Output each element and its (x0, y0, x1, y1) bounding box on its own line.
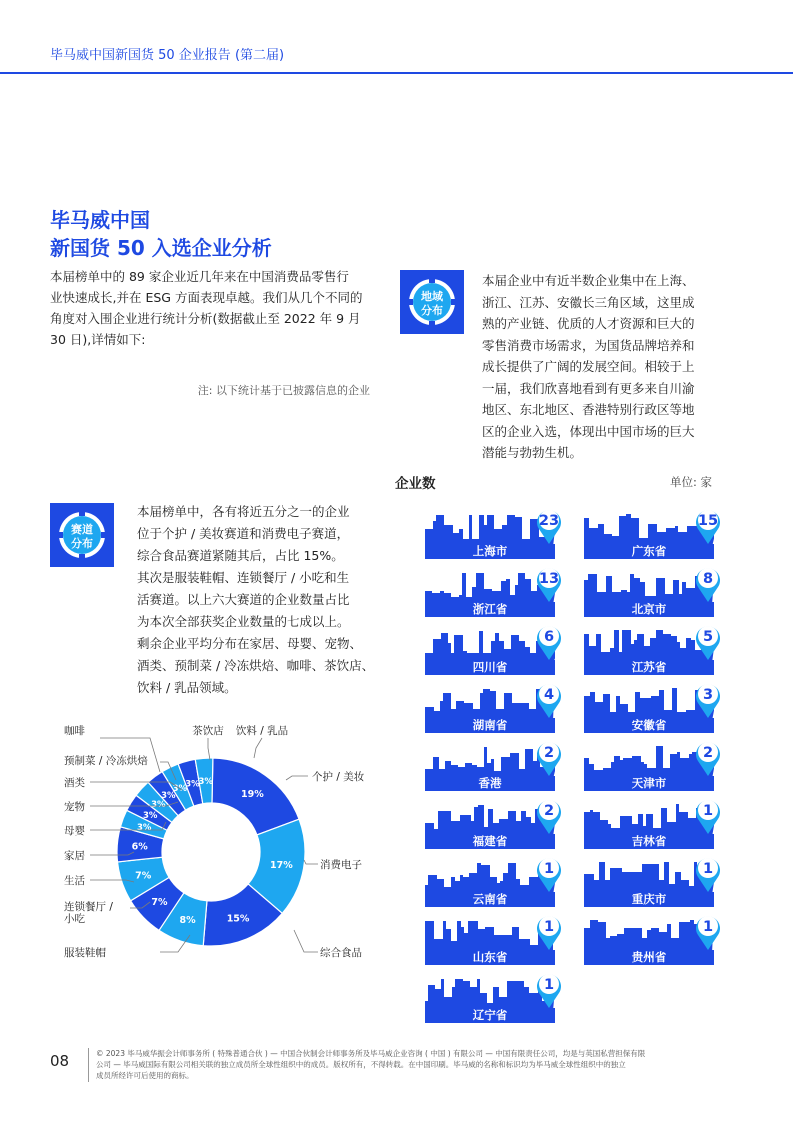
intro-paragraph (50, 266, 370, 350)
stat-note: 注: 以下统计基于已披露信息的企业 (197, 384, 370, 397)
track-badge-text2: 分布 (71, 537, 93, 550)
region-count: 2 (543, 803, 555, 819)
intro-line: 业快速成长,并在 ESG 方面表现卓越。我们从几个不同的 (50, 290, 363, 305)
category-label: 母婴 (64, 825, 85, 837)
region-name: 湖南省 (472, 718, 508, 732)
region-chart-unit: 单位: 家 (670, 475, 713, 489)
region-badge-icon (400, 270, 464, 334)
leader-line (254, 738, 262, 758)
region-item (425, 627, 563, 675)
donut-value-label: 3% (161, 791, 176, 802)
intro-line: 角度对入围企业进行统计分析(数据截止至 2022 年 9 月 (50, 311, 361, 326)
category-label: 消费电子 (320, 859, 362, 871)
region-count: 1 (543, 977, 555, 993)
track-line: 位于个护 / 美妆赛道和消费电子赛道， (137, 526, 350, 541)
category-label: 家居 (64, 850, 85, 862)
region-count: 1 (543, 861, 555, 877)
region-item (584, 743, 722, 791)
category-label: 连锁餐厅 / (64, 901, 113, 913)
section-title-line1: 毕马威中国 (50, 208, 150, 232)
region-line: 熟的产业链、优质的人才资源和巨大的 (482, 316, 695, 331)
region-name: 广东省 (631, 544, 667, 558)
category-label: 宠物 (64, 801, 85, 813)
region-count: 8 (702, 571, 714, 587)
leader-line (294, 930, 318, 952)
report-title: 毕马威中国新国货 50 企业报告 (第二届) (50, 48, 285, 63)
region-count: 13 (538, 571, 560, 587)
region-name: 四川省 (472, 660, 508, 674)
track-line: 其次是服装鞋帽、连锁餐厅 / 小吃和生 (137, 570, 350, 585)
copyright-line: 公司 — 毕马威国际有限公司相关联的独立成员所全球性组织中的成员。版权所有，不得转载。在中国印刷。毕马威的名称和标识均为毕马威全球性组织中的独立 (96, 1060, 626, 1069)
region-name: 吉林省 (631, 834, 667, 848)
category-label: 饮料 / 乳品 (235, 725, 289, 737)
track-line: 剩余企业平均分布在家居、母婴、宠物、 (137, 636, 363, 651)
category-label: 酒类 (64, 777, 85, 789)
region-name: 浙江省 (472, 602, 508, 616)
category-label: 茶饮店 (192, 725, 224, 737)
region-item (425, 801, 563, 849)
category-label: 生活 (64, 875, 85, 887)
track-line: 饮料 / 乳品领域。 (137, 680, 237, 695)
region-item (425, 743, 563, 791)
donut-value-label: 6% (131, 841, 148, 853)
region-name: 重庆市 (631, 892, 667, 906)
region-item (425, 685, 563, 733)
donut-value-label: 7% (151, 897, 168, 909)
leader-line (304, 860, 318, 864)
region-count: 23 (538, 513, 560, 529)
region-line: 浙江、江苏、安徽长三角区域，这里成 (482, 294, 695, 310)
category-label: 小吃 (64, 913, 85, 925)
copyright-line: 成员所经许可后使用的商标。 (96, 1071, 194, 1080)
region-paragraph (482, 270, 722, 464)
region-name: 天津市 (631, 776, 667, 790)
region-item (425, 975, 563, 1023)
track-donut-chart (50, 720, 380, 970)
track-line: 酒类、预制菜 / 冷冻烘焙、咖啡、茶饮店、 (137, 658, 375, 673)
category-label: 预制菜 / 冷冻烘焙 (64, 755, 148, 767)
category-label: 综合食品 (320, 947, 362, 959)
region-line: 潜能与勃勃生机。 (482, 445, 583, 460)
region-name: 云南省 (472, 892, 508, 906)
leader-line (286, 776, 308, 780)
region-item (425, 859, 563, 907)
region-item (584, 801, 722, 849)
region-name: 上海市 (472, 544, 508, 558)
region-name: 北京市 (631, 602, 667, 616)
donut-value-label: 15% (226, 913, 250, 925)
donut-value-label: 8% (179, 915, 196, 927)
region-count: 15 (697, 513, 719, 529)
donut-value-label: 19% (240, 789, 264, 801)
region-count: 1 (702, 861, 714, 877)
region-item (584, 511, 722, 559)
region-name: 安徽省 (631, 718, 667, 732)
region-badge-text2: 分布 (421, 304, 443, 317)
region-count: 1 (543, 919, 555, 935)
region-line: 一届，我们欣喜地看到有更多来自川渝 (482, 380, 695, 396)
region-count: 1 (702, 919, 714, 935)
region-chart-title: 企业数 (395, 476, 436, 492)
track-badge-text1: 赛道 (71, 523, 93, 536)
track-line: 综合食品赛道紧随其后，占比 15%。 (137, 548, 344, 563)
region-line: 成长提供了广阔的发展空间。相较于上 (482, 359, 695, 374)
category-label: 服装鞋帽 (64, 947, 106, 959)
region-name: 山东省 (472, 950, 508, 964)
intro-line: 本届榜单中的 89 家企业近几年来在中国消费品零售行 (50, 269, 349, 284)
region-count: 4 (543, 687, 555, 703)
region-name: 福建省 (472, 834, 508, 848)
track-badge-icon (50, 503, 114, 567)
region-count: 6 (543, 629, 555, 645)
region-item (584, 569, 722, 617)
donut-value-label: 3% (151, 800, 166, 811)
page-number: 08 (50, 1052, 70, 1070)
region-item (425, 917, 563, 965)
region-item (584, 685, 722, 733)
skyline-shape (425, 921, 553, 953)
region-name: 辽宁省 (472, 1008, 508, 1022)
donut-value-label: 3% (185, 779, 200, 790)
region-item (584, 917, 722, 965)
region-line: 地区、东北地区、香港特别行政区等地 (482, 402, 695, 417)
donut-value-label: 3% (198, 777, 213, 788)
track-paragraph (137, 501, 375, 699)
region-count: 3 (702, 687, 714, 703)
donut-value-label: 17% (270, 860, 293, 872)
donut-value-label: 7% (135, 870, 152, 882)
region-count: 2 (543, 745, 555, 761)
region-count: 2 (702, 745, 714, 761)
donut-value-label: 3% (172, 784, 188, 795)
section-title (50, 206, 272, 262)
footer-divider (88, 1048, 89, 1082)
copyright-notice (96, 1048, 716, 1081)
region-item (584, 859, 722, 907)
region-line: 区的企业入选，体现出中国市场的巨大 (482, 423, 695, 439)
region-item (425, 511, 563, 559)
category-label: 个护 / 美妆 (312, 771, 365, 783)
section-title-line2: 新国货 50 入选企业分析 (50, 236, 272, 260)
leader-line (208, 738, 210, 760)
region-name: 贵州省 (631, 950, 667, 964)
region-name: 江苏省 (631, 660, 667, 674)
region-line: 本届企业中有近半数企业集中在上海、 (482, 273, 695, 288)
region-item (425, 569, 563, 617)
region-count: 1 (702, 803, 714, 819)
region-item (584, 627, 722, 675)
page-header (0, 0, 793, 74)
region-name: 香港 (478, 776, 502, 790)
region-line: 零售消费市场需求，为国货品牌培养和 (482, 337, 695, 353)
intro-line: 30 日),详情如下: (50, 332, 146, 347)
donut-value-label: 3% (142, 810, 158, 821)
category-label: 咖啡 (64, 725, 85, 737)
region-count: 5 (702, 629, 714, 645)
copyright-line: © 2023 毕马威华振会计师事务所 ( 特殊普通合伙 ) — 中国合伙制会计师事务所及毕马威企业咨询 ( 中国 ) 有限公司 — 中国有限责任公司，均是与英国私营担保有限 (96, 1049, 646, 1058)
track-line: 为本次全部获奖企业数量的七成以上。 (137, 614, 350, 629)
donut-value-label: 3% (137, 822, 152, 833)
track-line: 活赛道。以上六大赛道的企业数量占比 (137, 592, 350, 607)
region-badge-text1: 地域 (421, 290, 443, 303)
track-line: 本届榜单中，各有将近五分之一的企业 (137, 504, 350, 519)
